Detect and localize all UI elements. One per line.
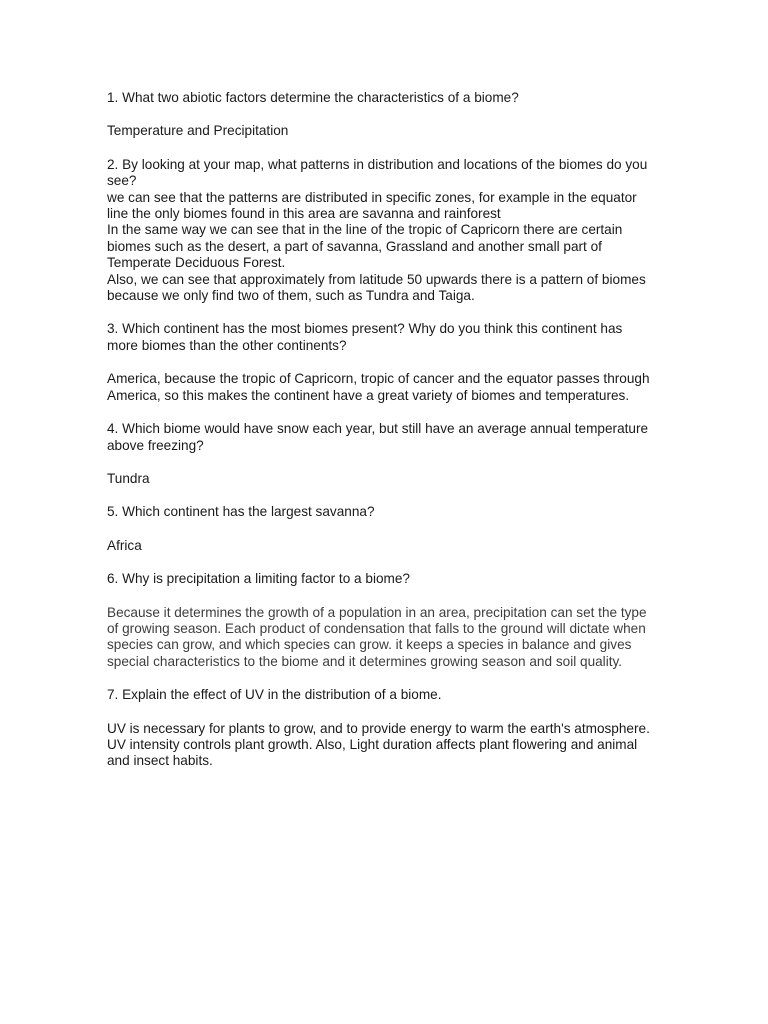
- text-line: Temperate Deciduous Forest.: [107, 255, 286, 271]
- text-line: species can grow, and which species can grow. it keeps a species in balance and gives: [107, 637, 632, 653]
- question-2: [107, 157, 667, 305]
- question-5: [107, 504, 667, 520]
- answer-7: [107, 721, 667, 770]
- text-line: 5. Which continent has the largest savanna?: [107, 504, 375, 520]
- text-line: 1. What two abiotic factors determine the characteristics of a biome?: [107, 90, 519, 105]
- text-line: 7. Explain the effect of UV in the distribution of a biome.: [107, 687, 442, 703]
- text-line: of growing season. Each product of condensation that falls to the ground will dictate when: [107, 620, 646, 636]
- text-line: more biomes than the other continents?: [107, 337, 347, 353]
- text-line: we can see that the patterns are distributed in specific zones, for example in the equator: [107, 189, 637, 205]
- answer-1: [107, 123, 667, 139]
- text-line: America, because the tropic of Capricorn, tropic of cancer and the equator passes through: [107, 371, 650, 387]
- answer-6: [107, 605, 667, 671]
- text-line: 4. Which biome would have snow each year, but still have an average annual temperature: [107, 421, 649, 437]
- text-line: UV intensity controls plant growth. Also, Light duration affects plant flowering and animal: [107, 736, 638, 752]
- text-line: Africa: [107, 537, 142, 553]
- text-line: see?: [107, 173, 137, 189]
- text-line: 6. Why is precipitation a limiting factor to a biome?: [107, 571, 410, 587]
- text-line: UV is necessary for plants to grow, and to provide energy to warm the earth's atmosphere.: [107, 720, 650, 736]
- text-line: special characteristics to the biome and it determines growing season and soil quality.: [107, 653, 623, 669]
- question-6: [107, 571, 667, 587]
- question-7: [107, 687, 667, 703]
- document-page: [107, 90, 667, 770]
- text-line: 2. By looking at your map, what patterns in distribution and locations of the biomes do you: [107, 156, 648, 172]
- text-line: Temperature and Precipitation: [107, 123, 289, 139]
- text-line: biomes such as the desert, a part of savanna, Grassland and another small part of: [107, 238, 602, 254]
- text-line: and insect habits.: [107, 753, 213, 769]
- text-line: above freezing?: [107, 437, 204, 453]
- text-line: America, so this makes the continent have a great variety of biomes and temperatures.: [107, 387, 630, 403]
- question-4: [107, 421, 667, 454]
- answer-4: [107, 471, 667, 487]
- text-line: 3. Which continent has the most biomes present? Why do you think this continent has: [107, 321, 623, 337]
- question-1: [107, 90, 667, 106]
- text-line: line the only biomes found in this area are savanna and rainforest: [107, 206, 501, 222]
- text-line: Tundra: [107, 470, 150, 486]
- answer-3: [107, 371, 667, 404]
- text-line: Because it determines the growth of a population in an area, precipitation can set the type: [107, 604, 647, 620]
- text-line: Also, we can see that approximately from latitude 50 upwards there is a pattern of biomes: [107, 271, 646, 287]
- text-line: In the same way we can see that in the line of the tropic of Capricorn there are certain: [107, 222, 623, 238]
- question-3: [107, 321, 667, 354]
- answer-5: [107, 538, 667, 554]
- text-line: because we only find two of them, such as Tundra and Taiga.: [107, 288, 475, 304]
